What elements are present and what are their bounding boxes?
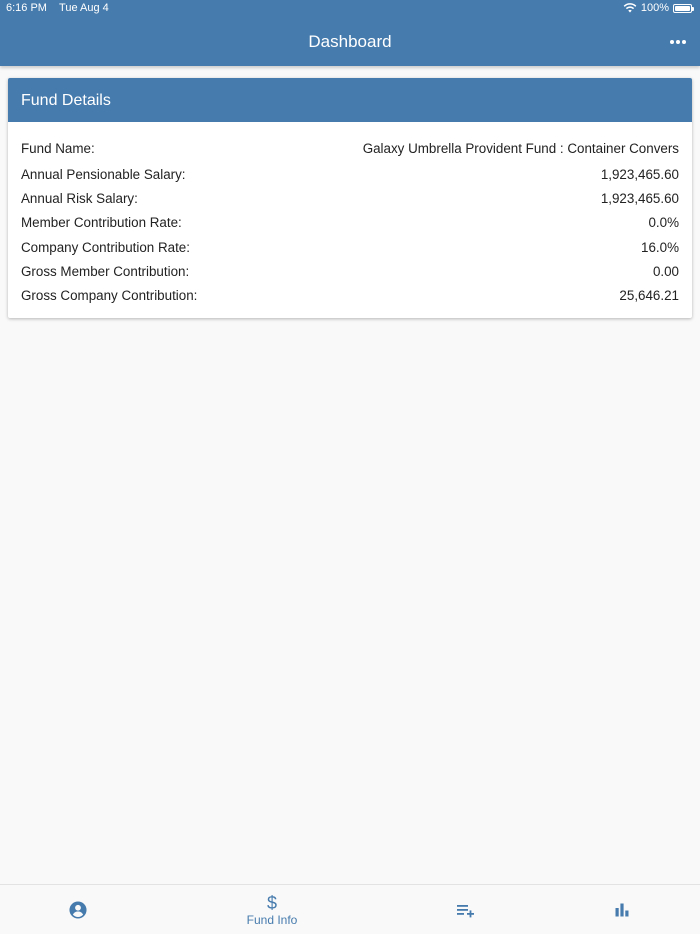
row-fund-name [21, 134, 679, 162]
dollar-icon: $ [266, 892, 277, 913]
row-label: Member Contribution Rate: [21, 215, 182, 231]
row-value: Galaxy Umbrella Provident Fund : Container Convers [362, 140, 679, 156]
status-bar-left [6, 2, 109, 14]
tab-fund-info[interactable] [212, 885, 332, 934]
tab-add-list[interactable] [406, 885, 526, 934]
row-label: Company Contribution Rate: [21, 239, 190, 255]
status-date: Tue Aug 4 [59, 2, 109, 14]
tab-fund-info-label: Fund Info [246, 912, 298, 927]
row-label: Annual Risk Salary: [21, 190, 138, 206]
row-value: 0.0% [648, 215, 679, 231]
bar-chart-icon [614, 902, 630, 918]
tab-profile[interactable] [18, 885, 138, 934]
bottom-tab-bar [0, 884, 700, 934]
row-value: 0.00 [652, 263, 679, 279]
battery-percent: 100% [640, 2, 669, 14]
row-annual-pensionable-salary [21, 162, 679, 186]
row-gross-company-contribution [21, 283, 679, 307]
playlist-add-icon [456, 902, 476, 918]
fund-details-list [8, 122, 692, 308]
row-value: 25,646.21 [619, 288, 679, 304]
row-value: 1,923,465.60 [600, 166, 679, 182]
row-value: 1,923,465.60 [600, 190, 679, 206]
status-time: 6:16 PM [6, 2, 47, 14]
row-label: Gross Member Contribution: [21, 263, 190, 279]
battery-icon [673, 4, 692, 13]
tab-stats[interactable] [562, 885, 682, 934]
more-horizontal-icon[interactable] [668, 32, 688, 52]
row-label: Fund Name: [21, 140, 95, 156]
fund-details-title: Fund Details [8, 78, 692, 122]
row-label: Annual Pensionable Salary: [21, 166, 186, 182]
row-annual-risk-salary [21, 186, 679, 210]
row-value: 16.0% [641, 239, 679, 255]
row-label: Gross Company Contribution: [21, 288, 198, 304]
account-circle-icon [69, 901, 87, 919]
fund-details-card [8, 78, 692, 318]
row-gross-member-contribution [21, 259, 679, 283]
status-bar-right [623, 2, 692, 14]
top-app-bar [0, 0, 700, 66]
page-title: Dashboard [308, 32, 392, 51]
row-company-contribution-rate [21, 235, 679, 259]
row-member-contribution-rate [21, 211, 679, 235]
wifi-icon [623, 3, 637, 13]
